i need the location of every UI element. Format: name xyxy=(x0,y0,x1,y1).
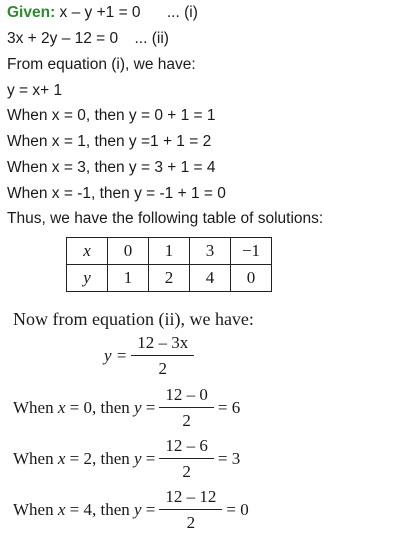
part2-case-2 xyxy=(13,436,240,482)
given-line-2 xyxy=(7,30,169,48)
fraction-numerator: 12 – 3x xyxy=(131,333,194,356)
case-var: x xyxy=(57,500,66,519)
table-cell: 1 xyxy=(108,265,149,292)
case-var: x xyxy=(57,449,66,468)
solutions-table xyxy=(66,237,272,292)
equation-2: 3x + 2y – 12 = 0 xyxy=(7,30,119,47)
table-cell: 2 xyxy=(149,265,190,292)
case-yvar: y xyxy=(134,398,142,417)
part1-case-3: When x = 3, then y = 3 + 1 = 4 xyxy=(7,159,216,176)
part2-case-3 xyxy=(13,487,249,533)
part2-case-1 xyxy=(13,385,240,431)
given-label: Given: xyxy=(7,4,56,21)
fraction-numerator: 12 – 12 xyxy=(159,487,222,510)
case-mid: = 0, then xyxy=(69,398,130,417)
table-cell: −1 xyxy=(231,238,272,265)
case-prefix: When xyxy=(13,449,54,468)
fraction-denominator: 2 xyxy=(182,411,191,430)
table-cell: 3 xyxy=(190,238,231,265)
fraction xyxy=(159,487,222,533)
part2-intro: Now from equation (ii), we have: xyxy=(13,309,254,329)
table-cell: 0 xyxy=(108,238,149,265)
equation-2-tag: ... (ii) xyxy=(134,30,169,47)
case-eq: = xyxy=(145,500,156,519)
case-mid: = 4, then xyxy=(69,500,130,519)
case-mid: = 2, then xyxy=(69,449,130,468)
part1-case-1: When x = 0, then y = 0 + 1 = 1 xyxy=(7,107,216,124)
case-eq: = xyxy=(145,398,156,417)
table-cell: 4 xyxy=(190,265,231,292)
case-result: = 3 xyxy=(217,449,241,468)
table-row-y xyxy=(67,265,272,292)
table-cell: 1 xyxy=(149,238,190,265)
table-cell: 0 xyxy=(231,265,272,292)
part1-conclusion: Thus, we have the following table of solutions: xyxy=(7,210,324,227)
case-eq: = xyxy=(145,449,156,468)
case-result: = 6 xyxy=(217,398,241,417)
fraction xyxy=(159,385,214,431)
equation-1: x – y +1 = 0 xyxy=(59,4,141,21)
table-row-x xyxy=(67,238,272,265)
case-yvar: y xyxy=(134,449,142,468)
case-var: x xyxy=(57,398,66,417)
fraction xyxy=(131,333,194,379)
part1-expression: y = x+ 1 xyxy=(7,82,63,99)
fraction-denominator: 2 xyxy=(158,359,168,378)
part1-case-4: When x = -1, then y = -1 + 1 = 0 xyxy=(7,185,226,202)
table-cell: x xyxy=(67,238,108,265)
fraction-numerator: 12 – 0 xyxy=(159,385,214,408)
equation-1-tag: ... (i) xyxy=(166,4,198,21)
part1-intro: From equation (i), we have: xyxy=(7,56,196,73)
case-prefix: When xyxy=(13,500,54,519)
part2-expression xyxy=(104,333,198,379)
fraction xyxy=(159,436,214,482)
case-yvar: y xyxy=(134,500,142,519)
part1-case-2: When x = 1, then y =1 + 1 = 2 xyxy=(7,133,212,150)
case-result: = 0 xyxy=(226,500,249,519)
fraction-denominator: 2 xyxy=(186,513,196,532)
given-line-1 xyxy=(7,4,198,22)
part2-expression-lhs: y = xyxy=(104,346,128,365)
fraction-numerator: 12 – 6 xyxy=(159,436,214,459)
case-prefix: When xyxy=(13,398,54,417)
fraction-denominator: 2 xyxy=(182,462,191,481)
table-cell: y xyxy=(67,265,108,292)
